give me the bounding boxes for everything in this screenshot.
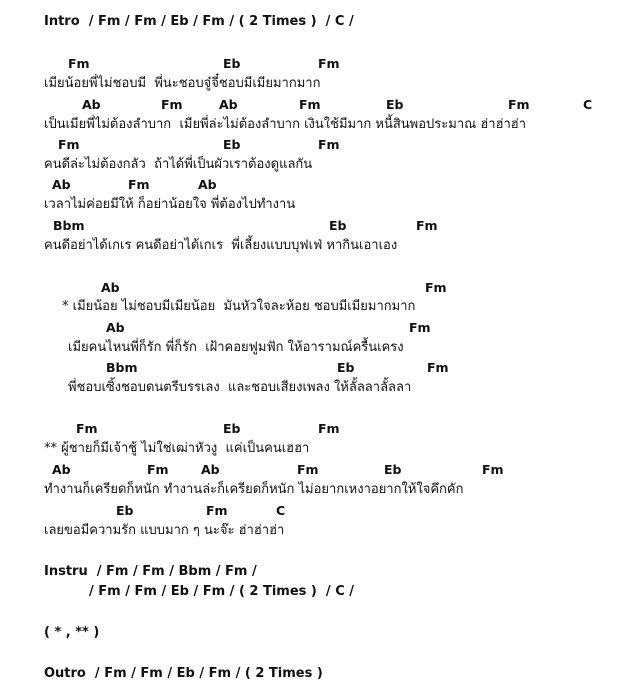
chord: Fm: [318, 421, 340, 436]
lyric-line: เลยขอมีความรัก แบบมาก ๆ นะจ๊ะ ฮ่าฮ่าฮ่า: [44, 523, 285, 538]
chord: Fm: [508, 97, 530, 112]
chord: Ab: [52, 462, 71, 477]
chord: Ab: [106, 320, 125, 335]
chord: Eb: [116, 503, 134, 518]
chord: Fm: [427, 360, 449, 375]
lyric-line: เป็นเมียพี่ไม่ต้องลำบาก เมียพี่ล่ะไม่ต้องลำบาก เงินใช้มีมาก หนี้สินพอประมาณ ฮ่าฮ่าฮ่า: [44, 117, 527, 132]
chord: Eb: [384, 462, 402, 477]
chord: Fm: [425, 280, 447, 295]
chord: Fm: [318, 137, 340, 152]
lyric-line: พี่ชอบเซิ้งชอบดนตรีบรรเลง และชอบเสียงเพลง ให้ลั้ลลาลั้ลลา: [68, 380, 412, 395]
chord: Fm: [297, 462, 319, 477]
lyric-line: เวลาไม่ค่อยมีให้ ก็อย่าน้อยใจ พี่ต้องไปทำงาน: [44, 197, 296, 212]
lyric-line: คนดีอย่าได้เกเร คนดีอย่าได้เกเร พี่เลี้ยงแบบบุฟเฟ่ หากินเอาเอง: [44, 238, 398, 253]
chord: Bbm: [106, 360, 138, 375]
intro-line: Intro / Fm / Fm / Eb / Fm / ( 2 Times ) / C /: [44, 14, 354, 29]
lyric-line: เมียน้อยพี่ไม่ชอบมี พี่นะชอบจู๋จี๋ชอบมีเมียมากมาก: [44, 76, 321, 91]
chord: Fm: [318, 56, 340, 71]
chord: Fm: [68, 56, 90, 71]
chord: Eb: [223, 421, 241, 436]
chord: Eb: [337, 360, 355, 375]
chord: Fm: [76, 421, 98, 436]
chord: Ab: [201, 462, 220, 477]
chord: Ab: [52, 177, 71, 192]
chord: Fm: [128, 177, 150, 192]
chord: Ab: [219, 97, 238, 112]
chord: Fm: [482, 462, 504, 477]
chord: Ab: [198, 177, 217, 192]
chord: C: [583, 97, 593, 112]
chord: Ab: [101, 280, 120, 295]
lyric-line: คนดีล่ะไม่ต้องกลัว ถ้าได้พี่เป็นผัวเราต้องดูแลกัน: [44, 157, 313, 172]
chord: Fm: [58, 137, 80, 152]
chord: C: [276, 503, 286, 518]
chord: Bbm: [53, 218, 85, 233]
outro-line: Outro / Fm / Fm / Eb / Fm / ( 2 Times ): [44, 666, 323, 681]
chord: Fm: [161, 97, 183, 112]
chord: Fm: [299, 97, 321, 112]
lyric-line: ทำงานก็เครียดก็หนัก ทำงานล่ะก็เครียดก็หนัก ไม่อยากเหงาอยากให้ใจคึกคัก: [44, 482, 464, 497]
chord: Eb: [223, 137, 241, 152]
lyric-line: ** ผู้ชายก็มีเจ้าชู้ ไม่ใช่เฒ่าหัวงู แค่เป็นคนเฮฮา: [44, 441, 310, 456]
chord: Fm: [147, 462, 169, 477]
instru-line: Instru / Fm / Fm / Bbm / Fm /: [44, 564, 257, 579]
chord: Ab: [82, 97, 101, 112]
lyric-line: * เมียน้อย ไม่ชอบมีเมียน้อย มันหัวใจละห้อย ชอบมีเมียมากมาก: [62, 299, 416, 314]
chord: Eb: [386, 97, 404, 112]
lyric-line: เมียคนไหนพี่ก็รัก พี่ก็รัก เฝ้าคอยฟูมฟัก ให้อารามณ์ครื้นเครง: [68, 340, 404, 355]
chord: Fm: [206, 503, 228, 518]
repeat-marker: ( * , ** ): [44, 625, 100, 640]
chord: Eb: [329, 218, 347, 233]
chord: Fm: [416, 218, 438, 233]
chord: Fm: [409, 320, 431, 335]
chord: Eb: [223, 56, 241, 71]
instru-line: / Fm / Fm / Eb / Fm / ( 2 Times ) / C /: [89, 584, 355, 599]
